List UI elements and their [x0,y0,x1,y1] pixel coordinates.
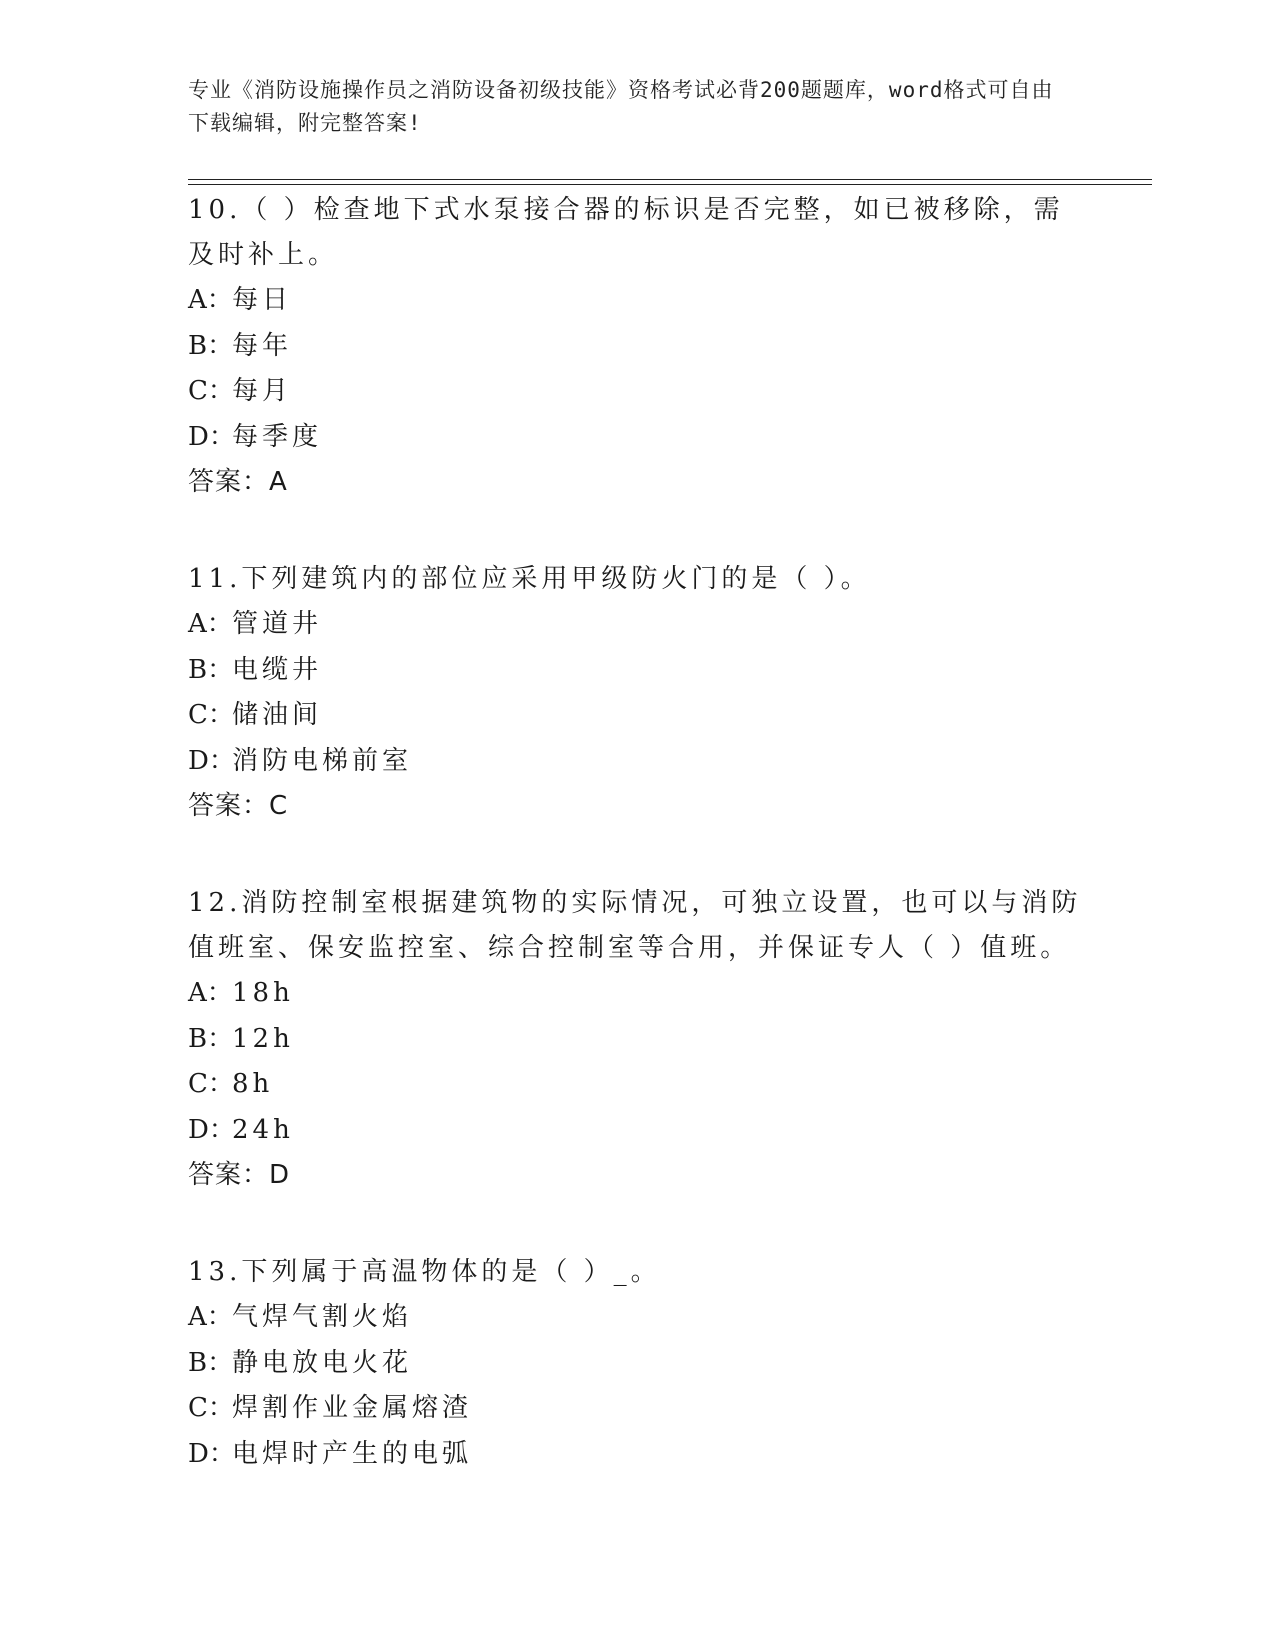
option-a [188,971,1088,1017]
question-text: 10.（ ）检查地下式水泵接合器的标识是否完整，如已被移除，需及时补上。 [188,195,1064,270]
option-letter: D： [188,1114,235,1145]
option-letter: B： [188,654,234,685]
option-text: 24h [232,1114,294,1145]
option-text: 每季度 [232,421,323,452]
option-letter: A： [188,978,233,1008]
option-text: 每月 [232,376,293,406]
option-letter: C： [188,376,234,406]
question-list [188,188,1088,1529]
option-c [188,693,1088,739]
option-letter: A： [188,285,233,315]
option-letter: B： [188,1023,234,1054]
document-header [188,74,1068,140]
option-text: 静电放电火花 [232,1347,413,1378]
option-letter: B： [188,1347,234,1378]
option-letter: A： [188,1302,233,1332]
question-11 [188,557,1088,829]
option-text: 电焊时产生的电弧 [232,1438,473,1469]
question-text: 12.消防控制室根据建筑物的实际情况，可独立设置，也可以与消防值班室、保安监控室、综合控制室等合用，并保证专人（ ）值班。 [188,888,1082,963]
option-d [188,1432,1088,1478]
question-text: 11.下列建筑内的部位应采用甲级防火门的是（ ）。 [188,564,871,594]
header-divider-top [188,179,1152,180]
option-letter: A： [188,609,233,639]
option-text: 气焊气割火焰 [232,1302,413,1332]
option-text: 管道井 [232,609,323,639]
question-13 [188,1250,1088,1477]
answer-line: 答案：D [188,1160,291,1190]
answer-line: 答案：A [188,467,288,497]
option-a [188,602,1088,648]
option-text: 12h [232,1023,294,1054]
option-b [188,1341,1088,1387]
option-text: 电缆井 [232,654,323,685]
option-b [188,1017,1088,1063]
option-letter: C： [188,1069,234,1099]
option-d [188,415,1088,461]
option-letter: B： [188,330,234,361]
question-text: 13.下列属于高温物体的是（ ）_。 [188,1257,661,1287]
question-12 [188,881,1088,1198]
option-d [188,739,1088,785]
question-10 [188,188,1088,505]
option-c [188,1386,1088,1432]
option-text: 18h [232,978,294,1008]
option-letter: D： [188,745,235,776]
header-title: 专业《消防设施操作员之消防设备初级技能》资格考试必背200题题库，word格式可自由下载编辑，附完整答案! [188,78,1054,135]
option-text: 储油间 [232,700,323,730]
option-letter: C： [188,1393,234,1423]
option-text: 每日 [232,285,293,315]
option-letter: D： [188,1438,235,1469]
option-text: 焊割作业金属熔渣 [232,1393,473,1423]
option-letter: D： [188,421,235,452]
option-text: 每年 [232,330,293,361]
option-letter: C： [188,700,234,730]
header-divider-bottom [188,184,1152,185]
option-text: 消防电梯前室 [232,745,413,776]
option-c [188,369,1088,415]
option-text: 8h [232,1069,274,1099]
option-a [188,1295,1088,1341]
option-d [188,1108,1088,1154]
option-b [188,648,1088,694]
option-a [188,278,1088,324]
answer-line: 答案：C [188,791,289,821]
option-c [188,1062,1088,1108]
option-b [188,324,1088,370]
